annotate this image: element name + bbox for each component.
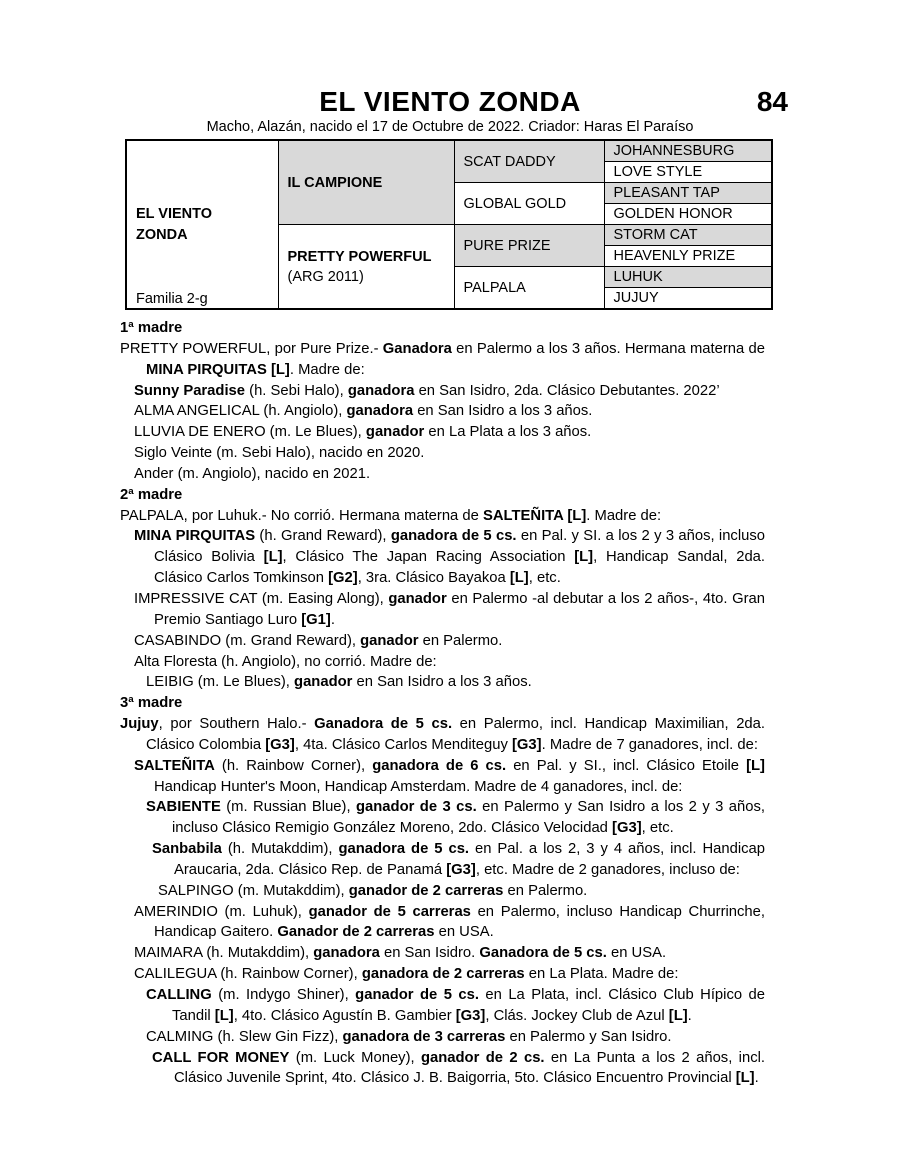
page-title: EL VIENTO ZONDA (319, 86, 581, 117)
pedigree-notes (120, 318, 765, 1089)
grandparent-name: GLOBAL GOLD (463, 195, 567, 212)
great-grandparent-name: JOHANNESBURG (613, 143, 735, 159)
grandparent-name: SCAT DADDY (463, 153, 556, 170)
pedigree-cell-ggp-2 (604, 162, 772, 183)
pedigree-entry: Alta Floresta (h. Angiolo), no corrió. Madre de: (134, 653, 437, 670)
section-heading: 2ª madre (120, 486, 183, 503)
grandparent-name: PALPALA (463, 279, 526, 296)
dam-detail: (ARG 2011) (287, 268, 364, 285)
pedigree-entry: SALPINGO (m. Mutakddim), ganador de 2 carreras en Palermo. (158, 882, 588, 899)
subject-name-line2: ZONDA (136, 226, 188, 243)
pedigree-entry: CALMING (h. Slew Gin Fizz), ganadora de 3 carreras en Palermo y San Isidro. (146, 1028, 672, 1045)
pedigree-cell-ggp-7 (604, 267, 772, 288)
pedigree-entry: MAIMARA (h. Mutakddim), ganadora en San Isidro. Ganadora de 5 cs. en USA. (134, 945, 667, 962)
pedigree-cell-granddam-2 (454, 267, 604, 310)
pedigree-entry: SALTEÑITA (h. Rainbow Corner), ganadora de 6 cs. en Pal. y SI., incl. Clásico Etoile [L] Handicap Hunter's Moon, Handicap Amsterdam. Madre de 4 ganadores, incl. de: (134, 757, 765, 795)
pedigree-cell-ggp-6 (604, 246, 772, 267)
subject-name-line1: EL VIENTO (136, 205, 213, 222)
pedigree-entry: LEIBIG (m. Le Blues), ganador en San Isidro a los 3 años. (146, 674, 532, 691)
section-heading: 1ª madre (120, 320, 183, 336)
great-grandparent-name: PLEASANT TAP (613, 185, 720, 201)
pedigree-entry: AMERINDIO (m. Luhuk), ganador de 5 carreras en Palermo, incluso Handicap Churrinche, Handicap Gaitero. Ganador de 2 carreras en USA. (134, 903, 765, 941)
pedigree-entry: PALPALA, por Luhuk.- No corrió. Hermana materna de SALTEÑITA [L]. Madre de: (120, 507, 662, 524)
pedigree-entry: ALMA ANGELICAL (h. Angiolo), ganadora en San Isidro a los 3 años. (134, 403, 593, 420)
section-heading: 3ª madre (120, 695, 183, 712)
grandparent-name: PURE PRIZE (463, 237, 551, 254)
great-grandparent-name: STORM CAT (613, 227, 698, 243)
pedigree-entry: CASABINDO (m. Grand Reward), ganador en Palermo. (134, 632, 503, 649)
pedigree-cell-ggp-1 (604, 140, 772, 162)
pedigree-entry: Sunny Paradise (h. Sebi Halo), ganadora en San Isidro, 2da. Clásico Debutantes. 2022’ (134, 382, 720, 399)
pedigree-cell-granddam-1 (454, 183, 604, 225)
sire-name: IL CAMPIONE (287, 174, 383, 191)
pedigree-entry: Siglo Veinte (m. Sebi Halo), nacido en 2020. (134, 445, 425, 462)
pedigree-entry: Ander (m. Angiolo), nacido en 2021. (134, 465, 371, 482)
pedigree-cell-ggp-4 (604, 204, 772, 225)
pedigree-cell-grandsire-2 (454, 225, 604, 267)
pedigree-entry: MINA PIRQUITAS (h. Grand Reward), ganadora de 5 cs. en Pal. y SI. a los 2 y 3 años, incluso Clásico Bolivia [L], Clásico The Japan Racing Association [L], Handicap Sandal, 2da. Clásico Carlos Tomkinson [G2], 3ra. Clásico Bayakoa [L], etc. (134, 528, 766, 587)
pedigree-entry: LLUVIA DE ENERO (m. Le Blues), ganador en La Plata a los 3 años. (134, 424, 592, 441)
family-label: Familia 2-g (136, 291, 208, 307)
great-grandparent-name: LUHUK (613, 269, 663, 285)
dam-name: PRETTY POWERFUL (287, 248, 432, 265)
pedigree-entry: CALL FOR MONEY (m. Luck Money), ganador de 2 cs. en La Punta a los 2 años, incl. Clásico Juvenile Sprint, 4to. Clásico J. B. Baigorria, 5to. Clásico Encuentro Provincial [L]. (152, 1049, 765, 1087)
great-grandparent-name: JUJUY (613, 290, 659, 306)
pedigree-cell-subject (126, 140, 278, 309)
pedigree-cell-ggp-3 (604, 183, 772, 204)
pedigree-cell-ggp-5 (604, 225, 772, 246)
pedigree-cell-ggp-8 (604, 288, 772, 310)
horse-description: Macho, Alazán, nacido el 17 de Octubre de 2022. Criador: Haras El Paraíso (206, 119, 694, 135)
pedigree-entry: CALLING (m. Indygo Shiner), ganador de 5 cs. en La Plata, incl. Clásico Club Hípico de Tandil [L], 4to. Clásico Agustín B. Gambier [G3], Clás. Jockey Club de Azul [L]. (146, 987, 765, 1024)
pedigree-cell-grandsire-1 (454, 140, 604, 183)
great-grandparent-name: HEAVENLY PRIZE (613, 248, 736, 264)
pedigree-entry: IMPRESSIVE CAT (m. Easing Along), ganador en Palermo -al debutar a los 2 años-, 4to. Gran Premio Santiago Luro [G1]. (134, 590, 765, 628)
pedigree-entry: SABIENTE (m. Russian Blue), ganador de 3 cs. en Palermo y San Isidro a los 2 y 3 años, incluso Clásico Remigio González Moreno, 2do. Clásico Velocidad [G3], etc. (146, 799, 765, 837)
pedigree-entry: CALILEGUA (h. Rainbow Corner), ganadora de 2 carreras en La Plata. Madre de: (134, 966, 679, 983)
pedigree-entry: Jujuy, por Southern Halo.- Ganadora de 5 cs. en Palermo, incl. Handicap Maximilian, 2da. Clásico Colombia [G3], 4ta. Clásico Carlos Menditeguy [G3]. Madre de 7 ganadores, incl. de: (120, 716, 766, 753)
pedigree-table (125, 139, 773, 310)
pedigree-cell-sire (278, 140, 454, 225)
great-grandparent-name: GOLDEN HONOR (613, 206, 733, 222)
header (0, 86, 900, 118)
great-grandparent-name: LOVE STYLE (613, 164, 703, 180)
pedigree-entry: PRETTY POWERFUL, por Pure Prize.- Ganadora en Palermo a los 3 años. Hermana materna de MINA PIRQUITAS [L]. Madre de: (120, 340, 765, 378)
lot-number: 84 (756, 86, 788, 117)
pedigree-entry: Sanbabila (h. Mutakddim), ganadora de 5 cs. en Pal. a los 2, 3 y 4 años, incl. Handicap Araucaria, 2da. Clásico Rep. de Panamá [G3], etc. Madre de 2 ganadores, incluso de: (152, 841, 765, 878)
pedigree-cell-dam (278, 225, 454, 310)
